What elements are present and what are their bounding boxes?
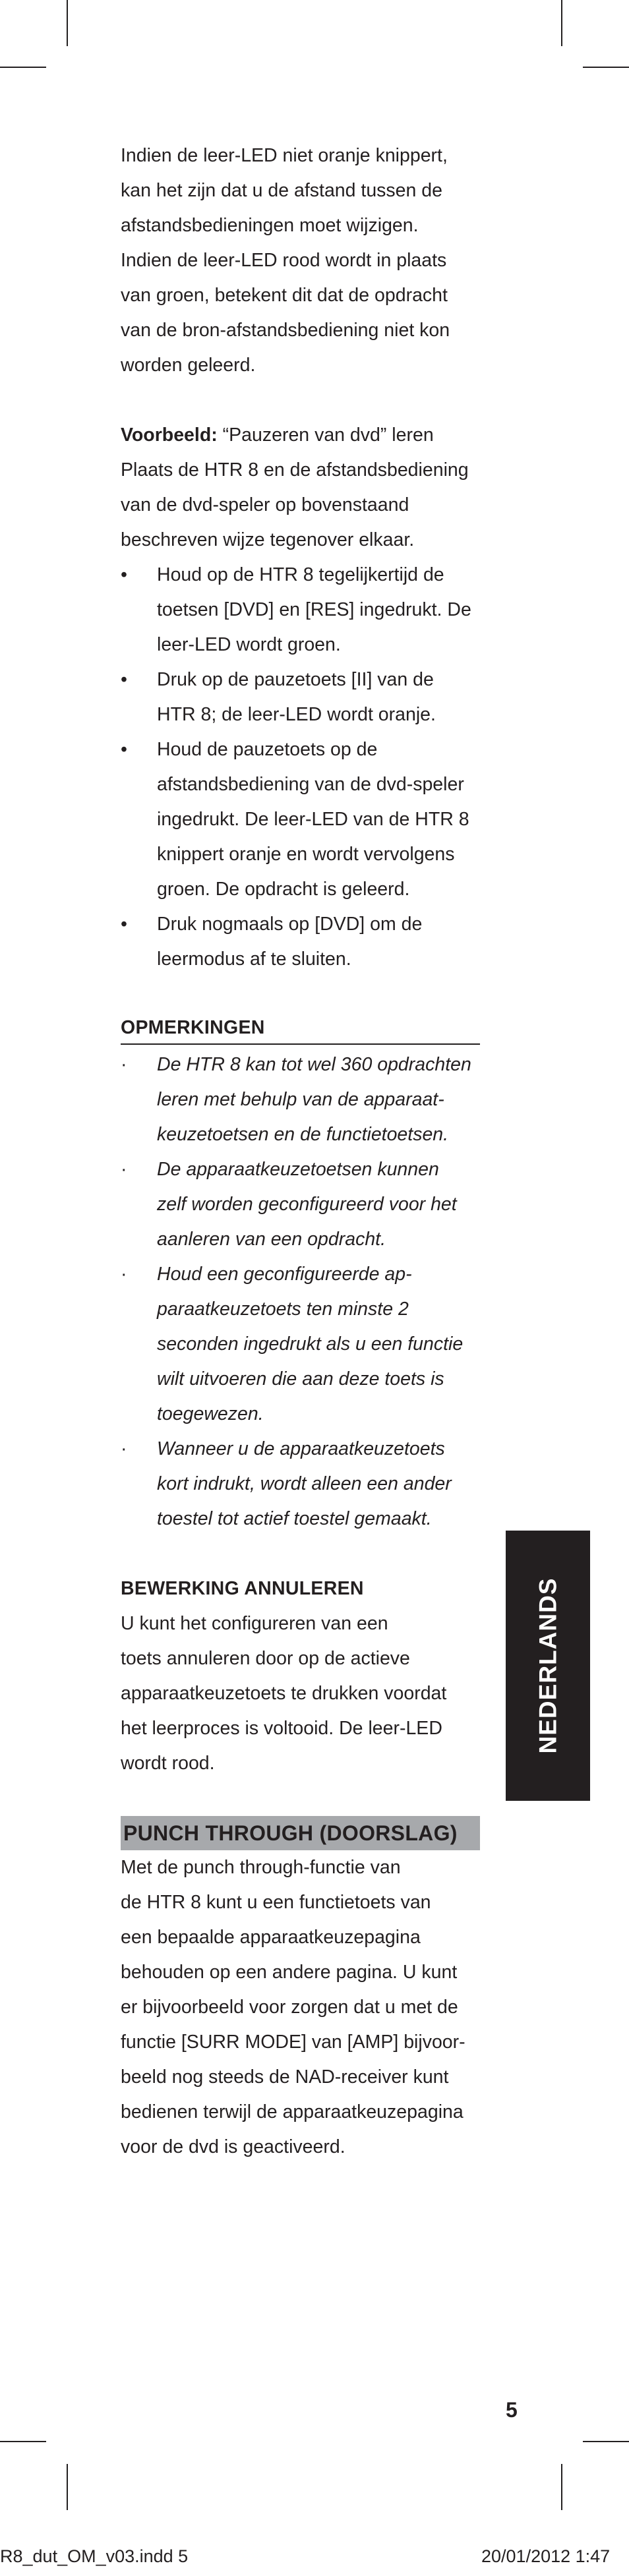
slug-filename: R8_dut_OM_v03.indd 5 — [0, 2546, 189, 2566]
intro-line: worden geleerd. — [121, 355, 256, 376]
notes-heading: OPMERKINGEN — [121, 1012, 480, 1045]
page-body — [121, 138, 480, 2165]
note-line: De apparaatkeuzetoetsen kunnen — [157, 1159, 439, 1180]
example-line: van de dvd-speler op bovenstaand — [121, 494, 409, 515]
intro-line: Indien de leer-LED rood wordt in plaats — [121, 250, 447, 271]
language-side-tab — [506, 1531, 590, 1801]
intro-line: Indien de leer-LED niet oranje knippert, — [121, 145, 448, 166]
cancel-line: toets annuleren door op de actieve — [121, 1648, 410, 1669]
list-item — [121, 1047, 480, 1152]
list-item — [121, 1152, 480, 1257]
notes-list — [121, 1047, 480, 1537]
punch-line: een bepaalde apparaatkeuzepagina — [121, 1927, 421, 1948]
punch-line: behouden op een andere pagina. U kunt — [121, 1962, 458, 1983]
crop-mark-top-right-horizontal — [583, 67, 629, 68]
step-line: leer-LED wordt groen. — [157, 634, 341, 655]
note-line: zelf worden geconfigureerd voor het — [157, 1194, 457, 1215]
bullet-mark: • — [121, 669, 127, 690]
cancel-line: wordt rood. — [121, 1753, 215, 1774]
note-line: seconden ingedrukt als u een functie — [157, 1333, 464, 1355]
punch-line: functie [SURR MODE] van [AMP] bijvoor- — [121, 2032, 465, 2053]
step-line: Druk nogmaals op [DVD] om de — [157, 914, 423, 935]
crop-mark-top-left-vertical — [67, 0, 68, 46]
step-line: afstandsbediening van de dvd-speler — [157, 774, 464, 795]
intro-line: kan het zijn dat u de afstand tussen de — [121, 180, 443, 201]
crop-mark-bottom-right-horizontal — [583, 2441, 629, 2442]
slug-timestamp: 20/01/2012 1:47 — [481, 2546, 611, 2566]
cancel-line: het leerproces is voltooid. De leer-LED — [121, 1718, 442, 1739]
bullet-mark: • — [121, 564, 127, 585]
punch-line: Met de punch through-functie van — [121, 1857, 401, 1878]
list-item — [121, 662, 480, 732]
list-item — [121, 1257, 480, 1432]
note-mark: · — [121, 1159, 127, 1180]
intro-line: afstandsbedieningen moet wijzigen. — [121, 215, 419, 236]
note-line: aanleren van een opdracht. — [157, 1229, 386, 1250]
example-first-line — [121, 418, 480, 453]
list-item — [121, 907, 480, 977]
step-line: ingedrukt. De leer-LED van de HTR 8 — [157, 809, 469, 830]
bullet-mark: • — [121, 914, 127, 935]
punch-through-paragraph — [121, 1850, 480, 2165]
list-item — [121, 558, 480, 662]
punch-line: bedienen terwijl de apparaatkeuzepagina — [121, 2101, 464, 2122]
cancel-heading: BEWERKING ANNULEREN — [121, 1578, 364, 1599]
crop-mark-bottom-left-vertical — [67, 2464, 68, 2510]
note-line: wilt uitvoeren die aan deze toets is — [157, 1368, 444, 1390]
punch-line: er bijvoorbeeld voor zorgen dat u met de — [121, 1997, 458, 2018]
list-item — [121, 732, 480, 907]
punch-line: de HTR 8 kunt u een functietoets van — [121, 1892, 431, 1913]
note-line: toegewezen. — [157, 1403, 264, 1424]
intro-paragraph — [121, 138, 480, 383]
bullet-mark: • — [121, 739, 127, 760]
cancel-line: apparaatkeuzetoets te drukken voordat — [121, 1683, 447, 1704]
list-item — [121, 1432, 480, 1537]
step-line: Druk op de pauzetoets [II] van de — [157, 669, 434, 690]
example-paragraph — [121, 418, 480, 558]
crop-mark-bottom-right-vertical — [561, 2464, 562, 2510]
example-line: beschreven wijze tegenover elkaar. — [121, 529, 415, 550]
steps-list — [121, 558, 480, 977]
cancel-paragraph — [121, 1606, 480, 1781]
note-line: keuzetoetsen en de functietoetsen. — [157, 1124, 449, 1145]
note-line: Houd een geconfigureerde ap- — [157, 1264, 412, 1285]
crop-mark-top-right-vertical — [561, 0, 562, 46]
note-mark: · — [121, 1264, 127, 1285]
step-line: Houd op de HTR 8 tegelijkertijd de — [157, 564, 444, 585]
cancel-line: U kunt het configureren van een — [121, 1613, 388, 1634]
example-label: Voorbeeld: — [121, 424, 218, 446]
step-line: Houd de pauzetoets op de — [157, 739, 378, 760]
step-line: knippert oranje en wordt vervolgens — [157, 844, 455, 865]
note-line: kort indrukt, wordt alleen een ander — [157, 1473, 452, 1494]
step-line: groen. De opdracht is geleerd. — [157, 879, 410, 900]
page-number: 5 — [506, 2398, 518, 2422]
note-line: Wanneer u de apparaatkeuzetoets — [157, 1438, 445, 1459]
step-line: toetsen [DVD] en [RES] ingedrukt. De — [157, 599, 471, 620]
step-line: leermodus af te sluiten. — [157, 949, 351, 970]
intro-line: van de bron-afstandsbediening niet kon — [121, 320, 450, 341]
note-line: paraatkeuzetoets ten minste 2 — [157, 1299, 409, 1320]
note-line: leren met behulp van de apparaat- — [157, 1089, 444, 1110]
note-line: toestel tot actief toestel gemaakt. — [157, 1508, 432, 1529]
step-line: HTR 8; de leer-LED wordt oranje. — [157, 704, 436, 725]
crop-mark-bottom-left-horizontal — [0, 2441, 46, 2442]
note-line: De HTR 8 kan tot wel 360 opdrachten — [157, 1054, 471, 1075]
note-mark: · — [121, 1054, 127, 1075]
punch-line: beeld nog steeds de NAD-receiver kunt — [121, 2066, 449, 2088]
punch-through-heading: PUNCH THROUGH (DOORSLAG) — [121, 1816, 480, 1850]
example-title: “Pauzeren van dvd” leren — [217, 424, 434, 446]
crop-mark-top-left-horizontal — [0, 67, 46, 68]
language-tab-label: NEDERLANDS — [534, 1577, 561, 1754]
example-line: Plaats de HTR 8 en de afstandsbediening — [121, 459, 469, 481]
intro-line: van groen, betekent dit dat de opdracht — [121, 285, 448, 306]
note-mark: · — [121, 1438, 127, 1459]
punch-line: voor de dvd is geactiveerd. — [121, 2136, 345, 2157]
